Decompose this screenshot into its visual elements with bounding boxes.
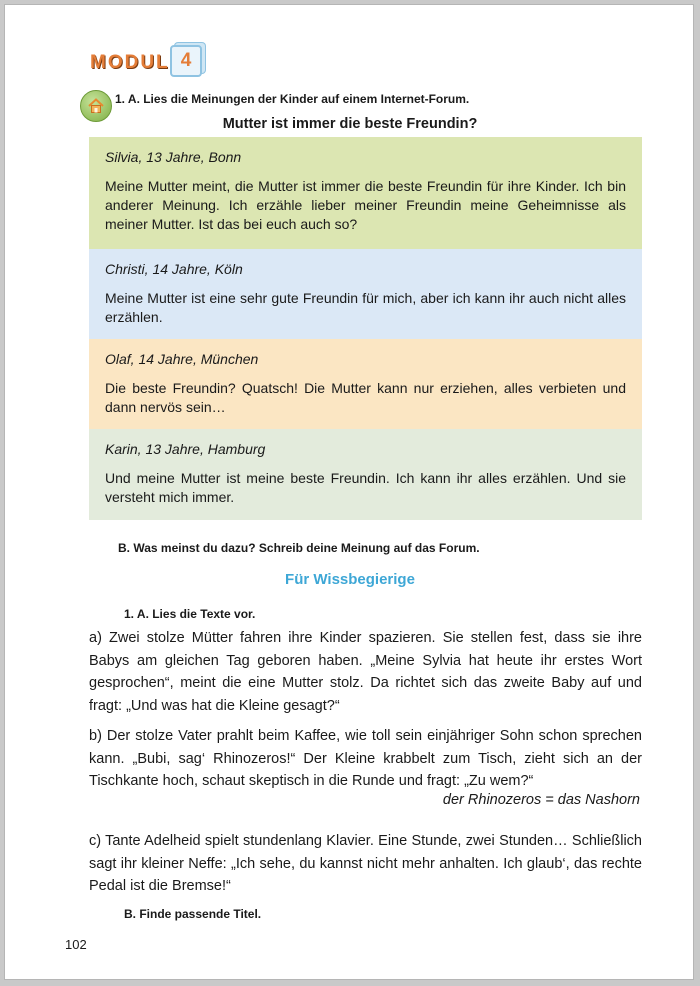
post-author: Christi, 14 Jahre, Köln [105, 261, 243, 277]
forum-post-karin [89, 429, 642, 520]
post-author: Karin, 13 Jahre, Hamburg [105, 441, 266, 457]
modul-number-badge: 4 [170, 45, 202, 77]
exercise-1a-instruction: 1. A. Lies die Meinungen der Kinder auf einem Internet-Forum. [115, 92, 470, 106]
wissbegierige-instruction-b: B. Finde passende Titel. [124, 907, 262, 921]
forum-post-olaf [89, 339, 642, 429]
wissbegierige-instruction-a: 1. A. Lies die Texte vor. [124, 607, 256, 621]
text-b: b) Der stolze Vater prahlt beim Kaffee, wie toll sein einjähriger Sohn schon sprechen kann. „Bubi, sag‘ Rhinozeros!“ Der Kleine krabbelt zum Tisch, zieht sich an der Tischkante hoch, schaut skeptisch in die Runde und fragt: „Zu wem?“ [89, 728, 642, 789]
text-c: c) Tante Adelheid spielt stundenlang Klavier. Eine Stunde, zwei Stunden… Schließlich sagt ihr kleiner Neffe: „Ich sehe, du kannst nicht mehr anhalten. Ich glaub‘, das rechte Pedal ist die Bremse!“ [89, 833, 642, 894]
textbook-page [4, 4, 694, 980]
exercise-1b-instruction: B. Was meinst du dazu? Schreib deine Meinung auf das Forum. [118, 541, 480, 555]
section-title: Für Wissbegierige [285, 571, 415, 588]
post-text: Meine Mutter ist eine sehr gute Freundin für mich, aber ich kann ihr auch nicht alles erzählen. [105, 290, 626, 325]
vocabulary-note: der Rhinozeros = das Nashorn [442, 792, 640, 808]
modul-label: MODUL [90, 52, 170, 73]
post-text: Die beste Freundin? Quatsch! Die Mutter kann nur erziehen, alles verbieten und dann nervös sein… [105, 380, 626, 415]
text-a: a) Zwei stolze Mütter fahren ihre Kinder spazieren. Sie stellen fest, dass sie ihre Babys am gleichen Tag geboren haben. „Meine Sylvia hat heute ihr erstes Wort gesprochen“, meint die eine Mutter stolz. Da richtet sich das zweite Baby auf und fragt: „Und was hat die Kleine gesagt?“ [89, 630, 642, 714]
forum-title: Mutter ist immer die beste Freundin? [222, 116, 478, 132]
house-glyph-icon [87, 97, 105, 115]
forum-post-christi [89, 249, 642, 339]
post-author: Olaf, 14 Jahre, München [105, 351, 259, 367]
page-number: 102 [65, 937, 87, 952]
forum-post-silvia [89, 137, 642, 249]
post-author: Silvia, 13 Jahre, Bonn [105, 149, 242, 165]
post-text: Meine Mutter meint, die Mutter ist immer die beste Freundin für ihre Kinder. Ich bin anderer Meinung. Ich erzähle lieber meiner Freundin meine Geheimnisse als meiner Mutter. Ist das bei euch auch so? [105, 178, 626, 232]
post-text: Und meine Mutter ist meine beste Freundin. Ich kann ihr alles erzählen. Und sie versteht mich immer. [105, 470, 626, 505]
